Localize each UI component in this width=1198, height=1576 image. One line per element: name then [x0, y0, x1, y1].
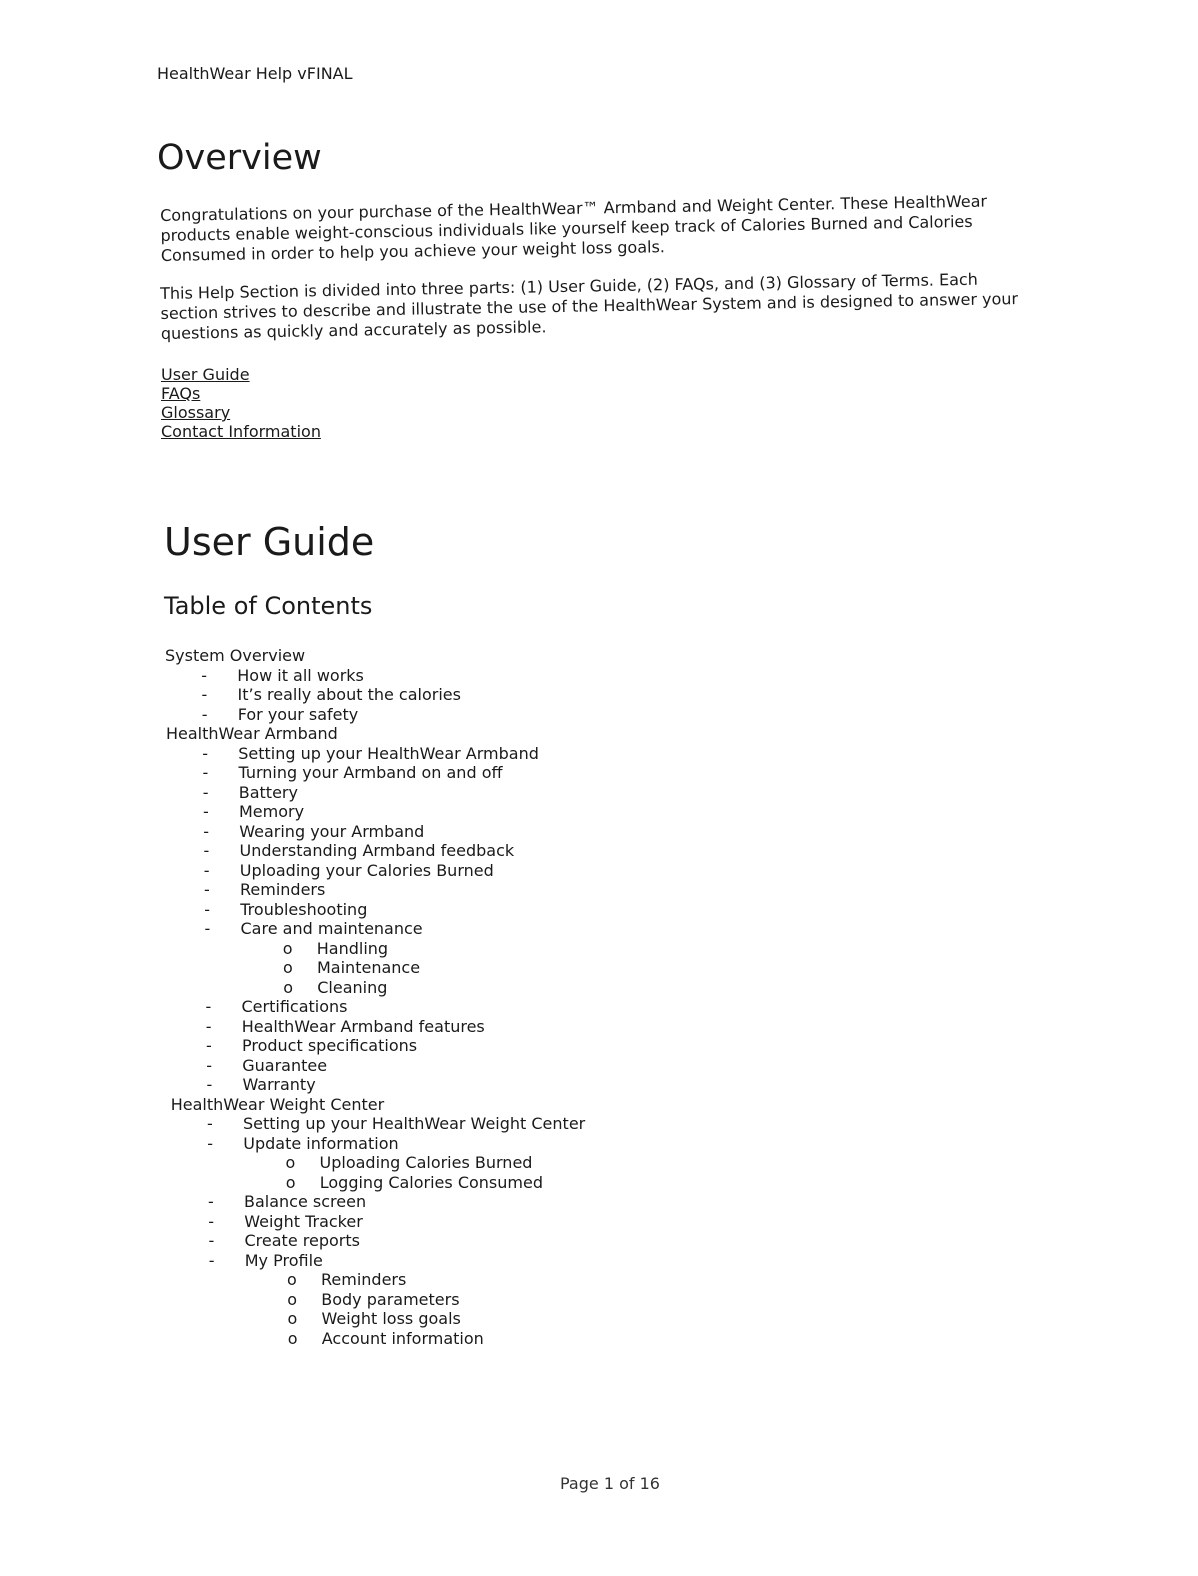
toc-item-label: HealthWear Weight Center	[170, 1094, 385, 1114]
toc-item-label: Certifications	[241, 997, 348, 1016]
toc-item-label: Wearing your Armband	[239, 821, 425, 841]
dash-bullet: -	[202, 782, 209, 802]
toc-item-label: Reminders	[321, 1270, 407, 1289]
link-faqs[interactable]: FAQs	[161, 384, 201, 403]
document-header: HealthWear Help vFINAL	[157, 64, 353, 83]
dash-bullet: -	[208, 1192, 214, 1211]
dash-bullet: -	[201, 665, 208, 685]
toc-item-label: Setting up your HealthWear Armband	[238, 743, 539, 763]
table-of-contents-list	[165, 646, 586, 1348]
toc-item-label: Weight Tracker	[244, 1211, 363, 1231]
toc-item	[172, 1153, 533, 1173]
toc-item-label: Guarantee	[242, 1055, 328, 1075]
toc-item-label: Setting up your HealthWear Weight Center	[243, 1114, 586, 1133]
toc-item	[170, 1055, 328, 1076]
toc-item-label: Update information	[243, 1133, 399, 1153]
toc-item	[166, 704, 359, 725]
toc-item	[172, 1172, 543, 1193]
toc-item	[173, 1231, 360, 1251]
toc-item	[173, 1289, 460, 1310]
toc-item	[172, 1192, 367, 1212]
link-user-guide[interactable]: User Guide	[161, 365, 250, 384]
table-of-contents-heading: Table of Contents	[164, 592, 373, 620]
circle-bullet: o	[285, 1172, 296, 1192]
dash-bullet: -	[201, 704, 208, 724]
toc-item-label: Battery	[238, 782, 298, 802]
user-guide-heading: User Guide	[164, 520, 375, 564]
toc-item	[166, 743, 539, 764]
toc-item-label: HealthWear Armband features	[241, 1016, 485, 1036]
dash-bullet: -	[208, 1211, 215, 1231]
toc-item	[173, 1250, 323, 1271]
toc-item	[170, 997, 348, 1017]
overview-paragraph-2: This Help Section is divided into three parts: (1) User Guide, (2) FAQs, and (3) Glossary of Terms. Each section strives to describe and illustrate the use of the HealthWear System and is designed to answer your questions as quickly and accurately as possible.	[160, 269, 1019, 343]
page-number: Page 1 of 16	[560, 1474, 660, 1493]
dash-bullet: -	[208, 1250, 215, 1270]
toc-item	[168, 860, 494, 881]
toc-item-label: Create reports	[244, 1231, 360, 1250]
toc-item-label: My Profile	[244, 1250, 323, 1270]
circle-bullet: o	[282, 938, 293, 958]
toc-item-label: HealthWear Armband	[166, 724, 338, 743]
toc-item	[165, 646, 306, 666]
toc-item-label: Turning your Armband on and off	[238, 763, 503, 782]
dash-bullet: -	[201, 685, 208, 704]
dash-bullet: -	[208, 1231, 215, 1250]
toc-item	[171, 1114, 586, 1134]
circle-bullet: o	[283, 958, 293, 977]
circle-bullet: o	[287, 1270, 297, 1289]
dash-bullet: -	[204, 919, 211, 938]
toc-item	[169, 938, 389, 959]
dash-bullet: -	[207, 1114, 213, 1133]
toc-item-label: Warranty	[242, 1075, 316, 1094]
dash-bullet: -	[203, 841, 210, 860]
dash-bullet: -	[204, 880, 210, 899]
dash-bullet: -	[204, 899, 211, 919]
link-contact-information[interactable]: Contact Information	[161, 422, 321, 441]
toc-item	[170, 1036, 418, 1056]
dash-bullet: -	[202, 743, 209, 763]
toc-item	[171, 1133, 399, 1154]
toc-item-label: Uploading Calories Burned	[319, 1153, 533, 1172]
toc-item-label: Account information	[321, 1328, 484, 1348]
toc-item-label: Understanding Armband feedback	[239, 841, 515, 860]
dash-bullet: -	[207, 1133, 214, 1153]
dash-bullet: -	[206, 1075, 213, 1094]
toc-item	[166, 685, 461, 705]
toc-item	[167, 763, 503, 783]
dash-bullet: -	[203, 860, 210, 880]
dash-bullet: -	[203, 802, 209, 821]
toc-item-label: It’s really about the calories	[237, 685, 461, 704]
toc-item	[170, 1016, 485, 1037]
toc-item-label: Cleaning	[317, 977, 388, 997]
toc-item	[168, 880, 326, 900]
dash-bullet: -	[206, 1055, 213, 1075]
toc-item	[166, 724, 338, 744]
circle-bullet: o	[285, 1153, 296, 1172]
toc-item	[167, 821, 425, 842]
toc-item	[167, 782, 298, 803]
toc-item	[168, 841, 515, 861]
toc-item-label: Reminders	[240, 880, 326, 899]
toc-item-label: Weight loss goals	[321, 1309, 461, 1328]
toc-item-label: How it all works	[237, 665, 364, 685]
dash-bullet: -	[205, 997, 212, 1016]
circle-bullet: o	[283, 977, 294, 997]
circle-bullet: o	[287, 1328, 298, 1348]
circle-bullet: o	[287, 1289, 298, 1309]
toc-item-label: Troubleshooting	[240, 899, 368, 919]
toc-item	[165, 665, 364, 686]
overview-paragraph-1: Congratulations on your purchase of the HealthWear™ Armband and Weight Center. These HealthWear products enable weight-conscious individuals like yourself keep track of Calories Burned and Calories Consumed in order to help you achieve your weight loss goals.	[160, 191, 988, 265]
toc-item	[167, 802, 305, 822]
toc-item-label: Care and maintenance	[240, 919, 423, 938]
dash-bullet: -	[203, 821, 210, 841]
toc-item-label: System Overview	[165, 646, 306, 665]
toc-item-label: Memory	[239, 802, 305, 821]
overview-heading: Overview	[157, 138, 322, 178]
toc-item-label: For your safety	[237, 704, 359, 724]
toc-item-label: Body parameters	[321, 1289, 460, 1309]
toc-item	[168, 899, 368, 920]
section-links	[161, 365, 321, 441]
toc-item	[172, 1211, 363, 1232]
dash-bullet: -	[205, 1016, 212, 1036]
toc-item-label: Maintenance	[317, 958, 421, 977]
toc-item	[171, 1075, 316, 1095]
toc-item	[170, 1094, 385, 1115]
toc-item-label: Uploading your Calories Burned	[239, 860, 494, 880]
link-glossary[interactable]: Glossary	[161, 403, 231, 422]
dash-bullet: -	[206, 1036, 212, 1055]
circle-bullet: o	[287, 1309, 298, 1328]
toc-item	[169, 919, 423, 939]
toc-item	[173, 1270, 407, 1290]
dash-bullet: -	[202, 763, 209, 782]
toc-item-label: Handling	[316, 938, 389, 958]
toc-item	[169, 977, 388, 998]
toc-item-label: Product specifications	[242, 1036, 418, 1055]
toc-item	[169, 958, 421, 978]
toc-item-label: Balance screen	[244, 1192, 367, 1211]
toc-item-label: Logging Calories Consumed	[319, 1172, 543, 1192]
